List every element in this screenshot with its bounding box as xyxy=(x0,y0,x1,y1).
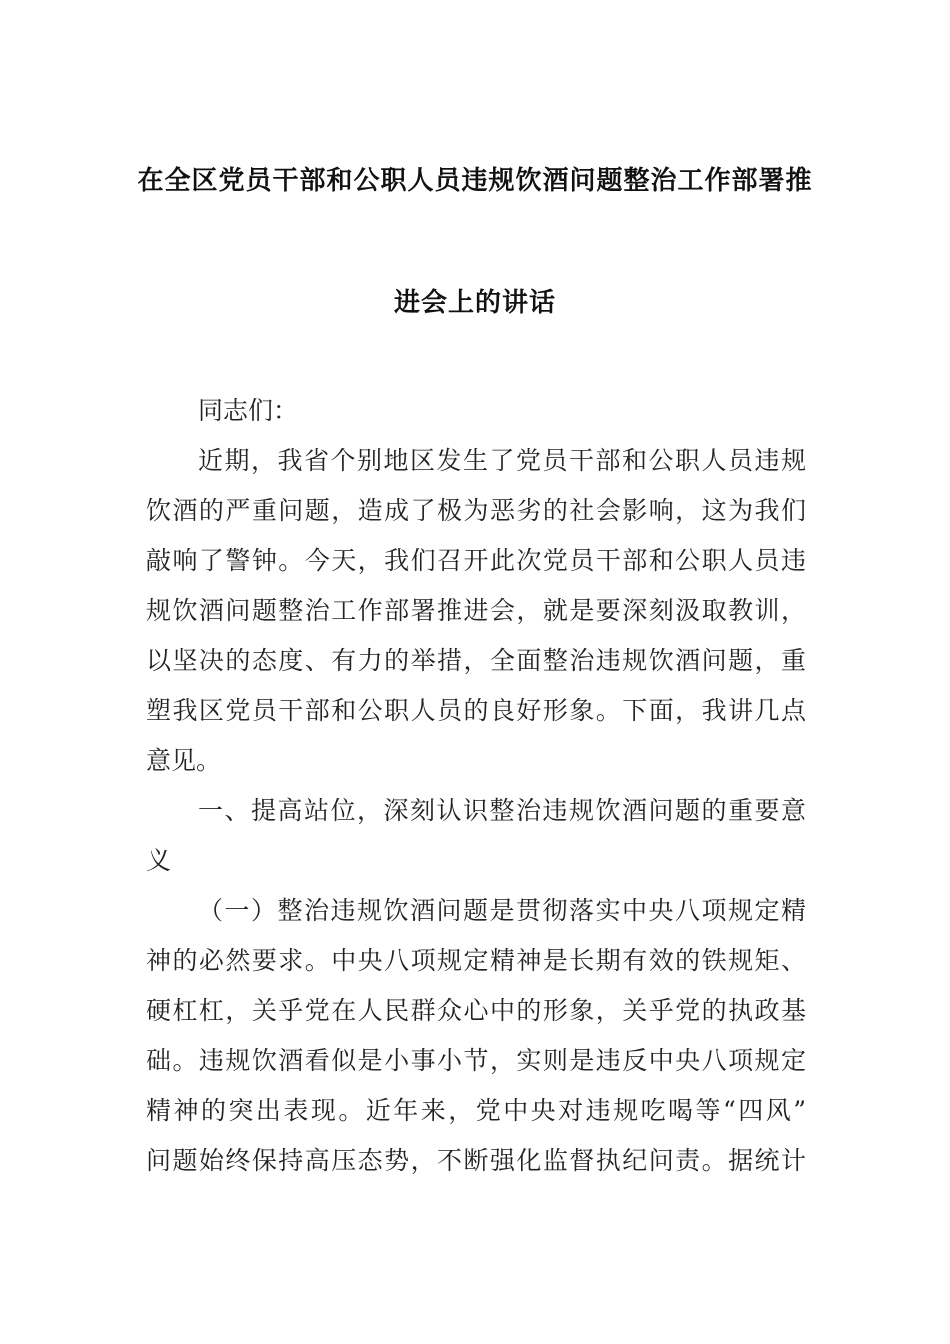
body-line: 问题始终保持高压态势，不断强化监督执纪问责。据统计 xyxy=(146,1146,806,1175)
body-line: 近期，我省个别地区发生了党员干部和公职人员违规 xyxy=(198,446,806,475)
section-heading-line: 一、提高站位，深刻认识整治违规饮酒问题的重要意 xyxy=(198,796,806,825)
section-heading-line: 义 xyxy=(146,846,172,875)
document-title-line-1: 在全区党员干部和公职人员违规饮酒问题整治工作部署推 xyxy=(137,166,813,196)
body-line: 精神的突出表现。近年来，党中央对违规吃喝等“四风” xyxy=(146,1096,806,1125)
salutation: 同志们： xyxy=(198,396,299,425)
body-line: 规饮酒问题整治工作部署推进会，就是要深刻汲取教训， xyxy=(146,596,806,625)
body-line: 以坚决的态度、有力的举措，全面整治违规饮酒问题，重 xyxy=(146,646,806,675)
body-line: 塑我区党员干部和公职人员的良好形象。下面，我讲几点 xyxy=(146,696,806,725)
body-line: 神的必然要求。中央八项规定精神是长期有效的铁规矩、 xyxy=(146,946,806,975)
body-line: 敲响了警钟。今天，我们召开此次党员干部和公职人员违 xyxy=(146,546,806,575)
body-line: 硬杠杠，关乎党在人民群众心中的形象，关乎党的执政基 xyxy=(146,996,806,1025)
document-title-line-2: 进会上的讲话 xyxy=(393,288,556,318)
body-line: （一）整治违规饮酒问题是贯彻落实中央八项规定精 xyxy=(198,896,806,925)
body-line: 饮酒的严重问题，造成了极为恶劣的社会影响，这为我们 xyxy=(146,496,806,525)
body-line: 意见。 xyxy=(146,746,222,775)
body-line: 础。违规饮酒看似是小事小节，实则是违反中央八项规定 xyxy=(146,1046,806,1075)
